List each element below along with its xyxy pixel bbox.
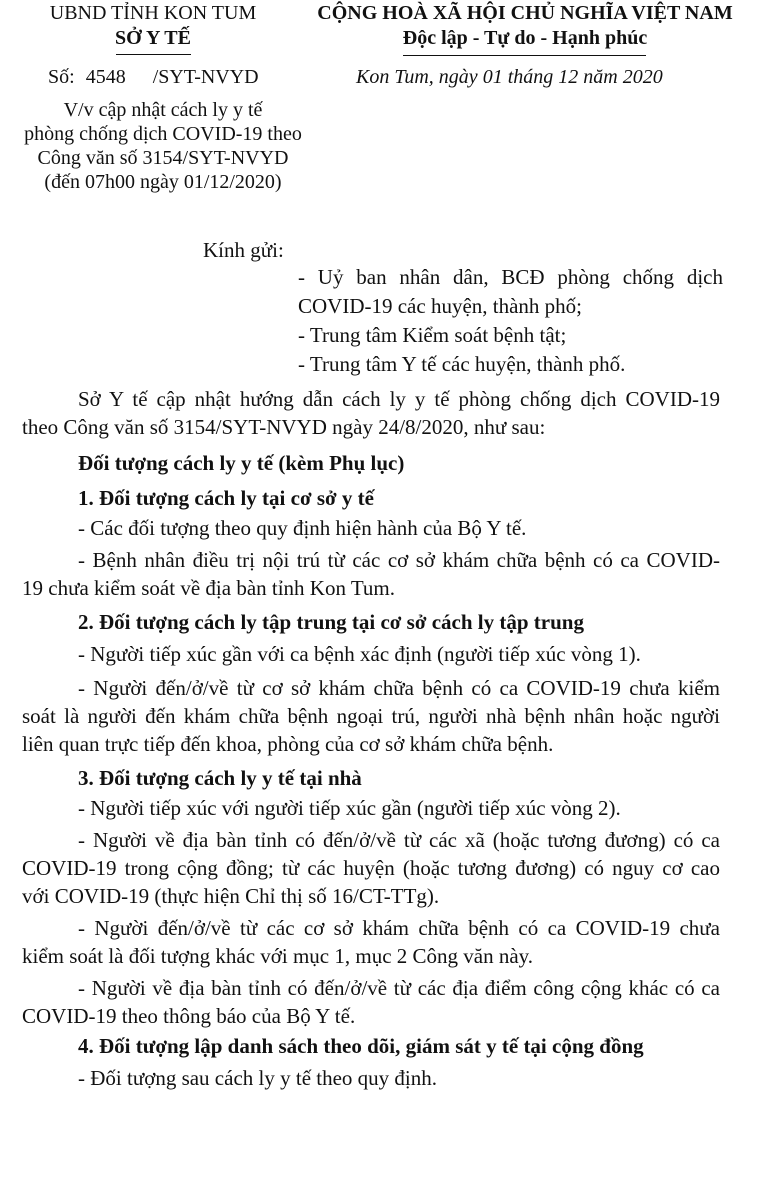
place-date-prefix: Kon Tum, ngày [356, 66, 483, 88]
nation-name: CỘNG HOÀ XÃ HỘI CHỦ NGHĨA VIỆT NAM [317, 2, 733, 24]
section-3-item: - Người về địa bàn tỉnh có đến/ở/về từ các địa điểm công cộng khác có ca [78, 976, 720, 1000]
recipient-item: - Trung tâm Kiểm soát bệnh tật; [298, 323, 567, 347]
section-2-item-cont: soát là người đến khám chữa bệnh ngoại trú, người nhà bệnh nhân hoặc người [22, 704, 720, 728]
subject-line: phòng chống dịch COVID-19 theo [24, 123, 302, 145]
section-3-item: - Người về địa bàn tỉnh có đến/ở/về từ các xã (hoặc tương đương) có ca [78, 828, 720, 852]
section-1-title: 1. Đối tượng cách ly tại cơ sở y tế [78, 486, 374, 510]
section-2-item: - Người tiếp xúc gần với ca bệnh xác định (người tiếp xúc vòng 1). [78, 642, 641, 666]
recipients-label: Kính gửi: [203, 238, 284, 262]
section-3-item-cont: với COVID-19 (thực hiện Chỉ thị số 16/CT-TTg). [22, 884, 440, 908]
section-1-item: - Các đối tượng theo quy định hiện hành của Bộ Y tế. [78, 516, 527, 540]
section-1-item-cont: 19 chưa kiểm soát về địa bàn tỉnh Kon Tum. [22, 576, 396, 600]
parent-agency: UBND TỈNH KON TUM [49, 2, 257, 24]
section-3-item-cont: COVID-19 theo thông báo của Bộ Y tế. [22, 1004, 356, 1028]
section-1-item: - Bệnh nhân điều trị nội trú từ các cơ sở khám chữa bệnh có ca COVID- [78, 548, 720, 572]
section-3-item-cont: kiểm soát là đối tượng khác với mục 1, mục 2 Công văn này. [22, 944, 534, 968]
subject-line: (đến 07h00 ngày 01/12/2020) [44, 171, 282, 193]
section-4-item: - Đối tượng sau cách ly y tế theo quy định. [78, 1066, 437, 1090]
section-4-title: 4. Đối tượng lập danh sách theo dõi, giám sát y tế tại cộng đồng [78, 1034, 644, 1058]
section-3-item-cont: COVID-19 trong cộng đồng; từ các huyện (hoặc tương đương) có nguy cơ cao [22, 856, 720, 880]
recipients-list [298, 263, 723, 379]
agency-underline [116, 54, 191, 55]
section-3-title: 3. Đối tượng cách ly y tế tại nhà [78, 766, 362, 790]
place-date-day: 01 [482, 66, 503, 88]
agency-name: SỞ Y TẾ [115, 27, 191, 49]
subject-block [18, 98, 308, 194]
subject-line: V/v cập nhật cách ly y tế [63, 99, 263, 121]
recipient-item: - Uỷ ban nhân dân, BCĐ phòng chống dịch [298, 265, 723, 289]
doc-number-prefix: Số: [48, 66, 75, 88]
recipient-item: COVID-19 các huyện, thành phố; [298, 294, 583, 318]
section-2-item: - Người đến/ở/về từ cơ sở khám chữa bệnh có ca COVID-19 chưa kiểm [78, 676, 720, 700]
place-date-suffix: tháng 12 năm 2020 [502, 66, 663, 88]
intro-line-2: theo Công văn số 3154/SYT-NVYD ngày 24/8/2020, như sau: [22, 415, 546, 439]
section-3-item: - Người tiếp xúc với người tiếp xúc gần (người tiếp xúc vòng 2). [78, 796, 621, 820]
section-2-item-cont: liên quan trực tiếp đến khoa, phòng của cơ sở khám chữa bệnh. [22, 732, 554, 756]
section-2-title: 2. Đối tượng cách ly tập trung tại cơ sở cách ly tập trung [78, 610, 584, 634]
motto-underline [403, 55, 646, 56]
main-heading: Đối tượng cách ly y tế (kèm Phụ lục) [78, 451, 405, 475]
section-3-item: - Người đến/ở/về từ các cơ sở khám chữa bệnh có ca COVID-19 chưa [78, 916, 720, 940]
subject-line: Công văn số 3154/SYT-NVYD [37, 147, 289, 169]
place-date [356, 66, 663, 89]
intro-line-1: Sở Y tế cập nhật hướng dẫn cách ly y tế phòng chống dịch COVID-19 [78, 387, 720, 411]
recipient-item: - Trung tâm Y tế các huyện, thành phố. [298, 352, 626, 376]
document-number [48, 66, 259, 89]
doc-number-value: 4548 [85, 66, 126, 88]
doc-number-code: /SYT-NVYD [152, 66, 259, 88]
national-motto: Độc lập - Tự do - Hạnh phúc [402, 27, 648, 49]
